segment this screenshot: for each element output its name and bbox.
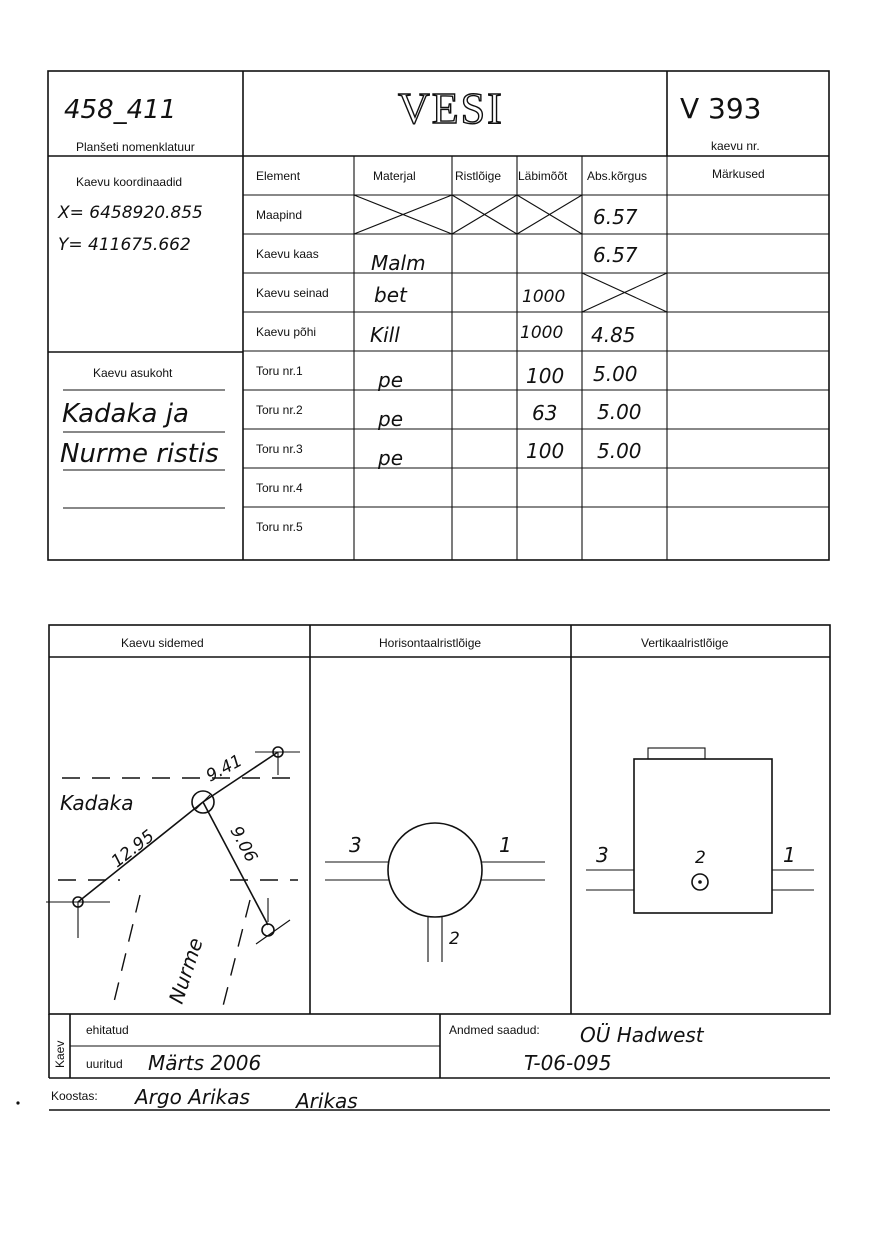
table-header (256, 167, 765, 183)
surveyed-value: Märts 2006 (148, 1051, 262, 1075)
tie-distance-3: 9.06 (225, 822, 262, 866)
horizontal-pipe-3-label: 3 (349, 833, 362, 857)
row-diameter: 1000 (522, 287, 566, 307)
row-abs-height: 4.85 (591, 323, 636, 347)
sheet-nomenclature-label: Planšeti nomenklatuur (76, 140, 195, 154)
header-cross-section: Ristlõige (455, 169, 502, 183)
table-row (256, 283, 565, 307)
row-element: Maapind (256, 208, 303, 222)
header-notes: Märkused (712, 167, 765, 181)
well-number-value: V 393 (680, 92, 762, 125)
street-label-nurme: Nurme (163, 934, 208, 1007)
header-element: Element (256, 169, 301, 183)
row-element: Toru nr.1 (256, 364, 303, 378)
row-material: bet (374, 283, 407, 307)
table-row (256, 205, 638, 229)
row-diameter: 100 (526, 439, 565, 463)
well-number-label: kaevu nr. (711, 139, 760, 153)
row-material: pe (378, 446, 403, 470)
table-row (256, 520, 303, 534)
header-material: Materjal (373, 169, 416, 183)
compiler-label: Koostas: (51, 1089, 98, 1103)
coordinates-label: Kaevu koordinaadid (76, 175, 183, 189)
tie-distance-2: 9.41 (202, 750, 246, 787)
vertical-panel-title: Vertikaalristlõige (641, 636, 729, 650)
row-diameter: 100 (526, 364, 565, 388)
horizontal-panel-title: Horisontaalristlõige (379, 636, 482, 650)
data-source-value-2: T-06-095 (524, 1051, 612, 1075)
vertical-pipe-3-label: 3 (596, 843, 609, 867)
horizontal-pipe-1-label: 1 (499, 833, 512, 857)
table-row (256, 439, 642, 470)
stray-dot (16, 1101, 19, 1104)
header-diameter: Läbimõõt (518, 169, 568, 183)
row-element: Toru nr.5 (256, 520, 303, 534)
coordinate-y: Y= 411675.662 (58, 235, 191, 255)
row-material: Malm (371, 251, 426, 275)
horizontal-pipe-2-label: 2 (449, 929, 460, 949)
data-source-value-1: OÜ Hadwest (580, 1023, 704, 1047)
row-abs-height: 5.00 (593, 362, 638, 386)
row-element: Kaevu seinad (256, 286, 329, 300)
table-row (256, 243, 638, 275)
data-source-label: Andmed saadud: (449, 1023, 540, 1037)
ties-panel-title: Kaevu sidemed (121, 636, 204, 650)
row-diameter: 1000 (520, 323, 564, 343)
row-abs-height: 6.57 (593, 243, 638, 267)
row-abs-height: 5.00 (597, 400, 642, 424)
built-label: ehitatud (86, 1023, 129, 1037)
table-row (256, 481, 303, 495)
location-line1: Kadaka ja (62, 399, 189, 429)
row-diameter: 63 (532, 401, 558, 425)
diagram-panel-frame (49, 625, 830, 1014)
vertical-pipe-2-label: 2 (695, 848, 706, 868)
table-row (256, 362, 638, 392)
form-title: VESI (398, 84, 504, 133)
row-element: Toru nr.4 (256, 481, 303, 495)
row-element: Kaevu põhi (256, 325, 317, 339)
location-label: Kaevu asukoht (93, 366, 173, 380)
signature: Arikas (296, 1089, 358, 1113)
surveyed-label: uuritud (86, 1057, 123, 1071)
row-element: Toru nr.2 (256, 403, 303, 417)
vertical-section-sketch (586, 748, 814, 913)
coordinate-x: X= 6458920.855 (58, 203, 203, 223)
row-abs-height: 5.00 (597, 439, 642, 463)
row-material: Kill (370, 323, 400, 347)
row-element: Kaevu kaas (256, 247, 319, 261)
table-row (256, 323, 636, 347)
well-side-label: Kaev (53, 1040, 67, 1068)
street-label-kadaka: Kadaka (60, 791, 134, 815)
vertical-pipe-1-label: 1 (783, 843, 796, 867)
row-material: pe (378, 407, 403, 431)
row-material: pe (378, 368, 403, 392)
header-abs-height: Abs.kõrgus (587, 169, 648, 183)
location-line2: Nurme ristis (60, 439, 219, 469)
table-row (256, 400, 642, 431)
sheet-nomenclature-value: 458_411 (64, 95, 177, 125)
row-abs-height: 6.57 (593, 205, 638, 229)
row-element: Toru nr.3 (256, 442, 303, 456)
tie-distance-1: 12.95 (107, 826, 159, 872)
compiler-value: Argo Arikas (135, 1085, 250, 1109)
